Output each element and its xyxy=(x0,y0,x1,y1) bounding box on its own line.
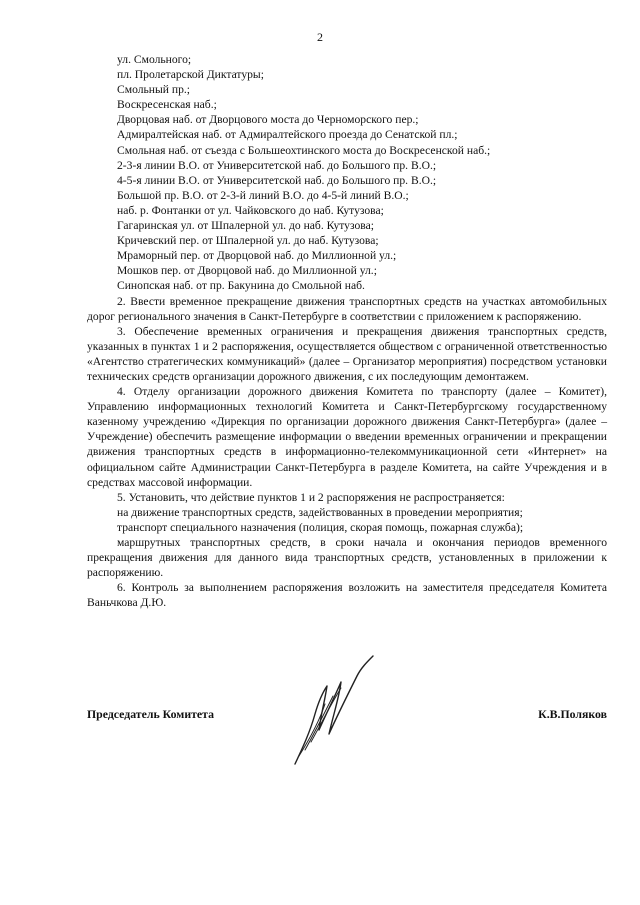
paragraph-4: 4. Отделу организации дорожного движения Комитета по транспорту (далее – Комитет), Управлению информационных технологий Комитета и Санкт-Петербургскому государственному казенному учреждению «Дирекция по организации дорожного движения Санкт-Петербурга» (далее – Учреждение) обеспечить размещение информации о введении временных ограничении и прекращении движения транспортных средств в информационно-телекоммуникационной сети «Интернет» на официальном сайте Администрации Санкт-Петербурга в разделе Комитета, на сайте Учреждения и в средствах массовой информации. xyxy=(87,385,607,489)
list-item: Большой пр. В.О. от 2-3-й линий В.О. до 4-5-й линий В.О.; xyxy=(117,188,409,202)
paragraph-5-item: на движение транспортных средств, задействованных в проведении мероприятия; xyxy=(117,505,523,519)
paragraph-2: 2. Ввести временное прекращение движения транспортных средств на участках автомобильных дорог регионального значения в Санкт-Петербурге в соответствии с приложением к распоряжению. xyxy=(87,294,607,323)
list-item: Мошков пер. от Дворцовой наб. до Миллионной ул.; xyxy=(117,264,377,278)
signer-title: Председатель Комитета xyxy=(87,707,214,721)
handwritten-signature-icon xyxy=(275,652,385,772)
signer-name: К.В.Поляков xyxy=(538,707,607,721)
list-item: Воскресенская наб.; xyxy=(117,98,217,112)
paragraph-5: 5. Установить, что действие пунктов 1 и 2 распоряжения не распространяется: xyxy=(117,490,505,504)
list-item: Гагаринская ул. от Шпалерной ул. до наб. Кутузова; xyxy=(117,219,374,233)
list-item: пл. Пролетарской Диктатуры; xyxy=(117,68,264,82)
list-item: Смольная наб. от съезда с Большеохтинского моста до Воскресенской наб.; xyxy=(117,143,491,157)
list-item: Синопская наб. от пр. Бакунина до Смольной наб. xyxy=(117,279,365,293)
list-item: Дворцовая наб. от Дворцового моста до Черноморского пер.; xyxy=(117,113,419,127)
list-item: Мраморный пер. от Дворцовой наб. до Миллионной ул.; xyxy=(117,249,397,263)
list-item: Кричевский пер. от Шпалерной ул. до наб. Кутузова; xyxy=(117,234,379,248)
paragraph-6: 6. Контроль за выполнением распоряжения возложить на заместителя председателя Комитета Ваньчкова Д.Ю. xyxy=(87,581,607,610)
list-item: наб. р. Фонтанки от ул. Чайковского до наб. Кутузова; xyxy=(117,203,384,217)
street-list xyxy=(87,52,607,294)
list-item: 2-3-я линии В.О. от Университетской наб. до Большого пр. В.О.; xyxy=(117,158,437,172)
page-number: 2 xyxy=(317,30,323,44)
paragraph-3: 3. Обеспечение временных ограничения и прекращения движения транспортных средств, указанных в пунктах 1 и 2 распоряжения, осуществляется обществом с ограниченной ответственностью «Агентство стратегических коммуникаций» (далее – Организатор мероприятия) посредством установки технических средств организации дорожного движения, с их последующим демонтажем. xyxy=(87,324,607,383)
list-item: 4-5-я линии В.О. от Университетской наб. до Большого пр. В.О.; xyxy=(117,173,437,187)
list-item: Адмиралтейская наб. от Адмиралтейского проезда до Сенатской пл.; xyxy=(117,128,458,142)
document-body xyxy=(87,52,607,610)
list-item: ул. Смольного; xyxy=(117,53,192,66)
paragraph-5-item: транспорт специального назначения (полиция, скорая помощь, пожарная служба); xyxy=(117,520,524,534)
list-item: Смольный пр.; xyxy=(117,83,191,97)
paragraph-5-item: маршрутных транспортных средств, в сроки начала и окончания периодов временного прекращения движения для данного вида транспортных средств, установленных в приложении к распоряжению. xyxy=(87,536,607,580)
